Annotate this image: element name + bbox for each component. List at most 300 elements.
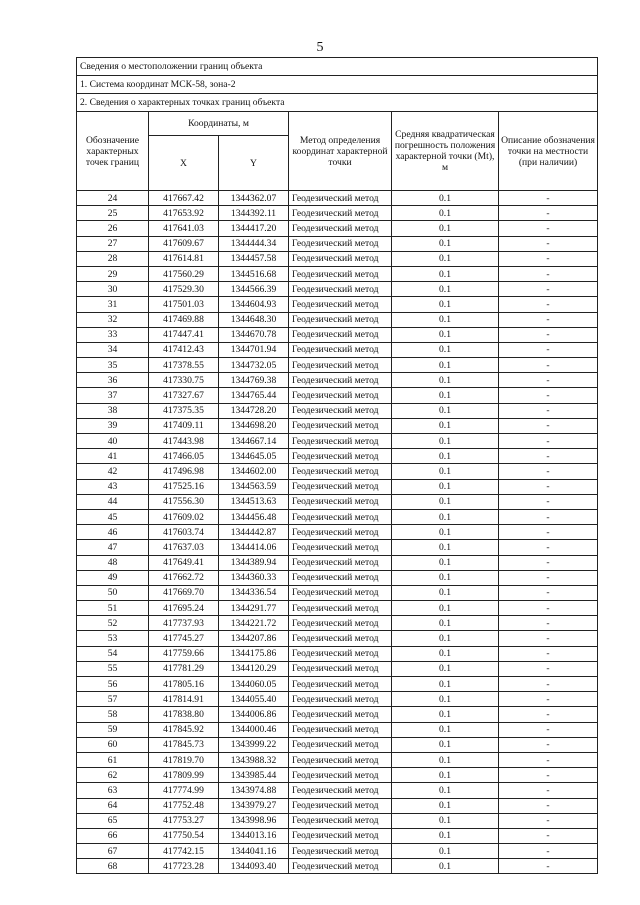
- table-row: [77, 783, 598, 798]
- table-row: [77, 828, 598, 843]
- description-cell: -: [499, 327, 598, 342]
- accuracy-cell: 0.1: [392, 464, 499, 479]
- y-coordinate-cell: 1344701.94: [219, 342, 289, 357]
- section-title: Сведения о местоположении границ объекта: [77, 58, 598, 76]
- point-number-cell: 30: [77, 282, 149, 297]
- table-row: [77, 418, 598, 433]
- method-cell: Геодезический метод: [289, 358, 392, 373]
- x-coordinate-cell: 417637.03: [149, 540, 219, 555]
- y-coordinate-cell: 1344456.48: [219, 509, 289, 524]
- y-coordinate-cell: 1344513.63: [219, 494, 289, 509]
- table-row: [77, 327, 598, 342]
- point-number-cell: 47: [77, 540, 149, 555]
- description-cell: -: [499, 844, 598, 859]
- description-cell: -: [499, 540, 598, 555]
- point-number-cell: 50: [77, 585, 149, 600]
- description-cell: -: [499, 555, 598, 570]
- table-row: [77, 342, 598, 357]
- point-number-cell: 60: [77, 737, 149, 752]
- point-number-cell: 56: [77, 677, 149, 692]
- accuracy-cell: 0.1: [392, 752, 499, 767]
- method-cell: Геодезический метод: [289, 737, 392, 752]
- y-coordinate-cell: 1343999.22: [219, 737, 289, 752]
- y-coordinate-cell: 1344013.16: [219, 828, 289, 843]
- x-coordinate-cell: 417409.11: [149, 418, 219, 433]
- point-number-cell: 36: [77, 373, 149, 388]
- method-cell: Геодезический метод: [289, 525, 392, 540]
- y-coordinate-cell: 1344392.11: [219, 206, 289, 221]
- description-cell: -: [499, 631, 598, 646]
- x-coordinate-cell: 417529.30: [149, 282, 219, 297]
- description-cell: -: [499, 813, 598, 828]
- table-row: [77, 297, 598, 312]
- x-coordinate-cell: 417669.70: [149, 585, 219, 600]
- x-coordinate-cell: 417750.54: [149, 828, 219, 843]
- y-coordinate-cell: 1344006.86: [219, 707, 289, 722]
- method-cell: Геодезический метод: [289, 783, 392, 798]
- table-row: [77, 859, 598, 874]
- description-cell: -: [499, 373, 598, 388]
- description-cell: -: [499, 251, 598, 266]
- header-x: X: [149, 136, 219, 191]
- x-coordinate-cell: 417609.02: [149, 509, 219, 524]
- method-cell: Геодезический метод: [289, 722, 392, 737]
- table-row: [77, 692, 598, 707]
- accuracy-cell: 0.1: [392, 677, 499, 692]
- method-cell: Геодезический метод: [289, 844, 392, 859]
- table-row: [77, 798, 598, 813]
- table-row: [77, 494, 598, 509]
- x-coordinate-cell: 417501.03: [149, 297, 219, 312]
- table-row: [77, 206, 598, 221]
- description-cell: -: [499, 707, 598, 722]
- accuracy-cell: 0.1: [392, 555, 499, 570]
- accuracy-cell: 0.1: [392, 570, 499, 585]
- accuracy-cell: 0.1: [392, 221, 499, 236]
- method-cell: Геодезический метод: [289, 570, 392, 585]
- x-coordinate-cell: 417447.41: [149, 327, 219, 342]
- accuracy-cell: 0.1: [392, 525, 499, 540]
- accuracy-cell: 0.1: [392, 646, 499, 661]
- x-coordinate-cell: 417695.24: [149, 601, 219, 616]
- point-number-cell: 59: [77, 722, 149, 737]
- method-cell: Геодезический метод: [289, 585, 392, 600]
- point-number-cell: 49: [77, 570, 149, 585]
- accuracy-cell: 0.1: [392, 661, 499, 676]
- point-number-cell: 25: [77, 206, 149, 221]
- accuracy-cell: 0.1: [392, 266, 499, 281]
- point-number-cell: 53: [77, 631, 149, 646]
- x-coordinate-cell: 417814.91: [149, 692, 219, 707]
- y-coordinate-cell: 1344563.59: [219, 479, 289, 494]
- y-coordinate-cell: 1344457.58: [219, 251, 289, 266]
- table-row: [77, 464, 598, 479]
- x-coordinate-cell: 417609.67: [149, 236, 219, 251]
- description-cell: -: [499, 601, 598, 616]
- method-cell: Геодезический метод: [289, 266, 392, 281]
- point-number-cell: 55: [77, 661, 149, 676]
- header-description: Описание обозначения точки на местности (при наличии): [499, 112, 598, 191]
- description-cell: -: [499, 737, 598, 752]
- description-cell: -: [499, 677, 598, 692]
- method-cell: Геодезический метод: [289, 464, 392, 479]
- x-coordinate-cell: 417327.67: [149, 388, 219, 403]
- point-number-cell: 48: [77, 555, 149, 570]
- point-number-cell: 46: [77, 525, 149, 540]
- table-row: [77, 312, 598, 327]
- y-coordinate-cell: 1344732.05: [219, 358, 289, 373]
- x-coordinate-cell: 417723.28: [149, 859, 219, 874]
- accuracy-cell: 0.1: [392, 616, 499, 631]
- point-number-cell: 41: [77, 449, 149, 464]
- method-cell: Геодезический метод: [289, 373, 392, 388]
- accuracy-cell: 0.1: [392, 418, 499, 433]
- x-coordinate-cell: 417525.16: [149, 479, 219, 494]
- point-number-cell: 51: [77, 601, 149, 616]
- table-row: [77, 722, 598, 737]
- accuracy-cell: 0.1: [392, 692, 499, 707]
- y-coordinate-cell: 1344566.39: [219, 282, 289, 297]
- description-cell: -: [499, 828, 598, 843]
- header-coordinates: Координаты, м: [149, 112, 289, 136]
- table-row: [77, 737, 598, 752]
- description-cell: -: [499, 798, 598, 813]
- header-accuracy: Средняя квадратическая погрешность положения характерной точки (Mt), м: [392, 112, 499, 191]
- y-coordinate-cell: 1344291.77: [219, 601, 289, 616]
- points-section-title: 2. Сведения о характерных точках границ объекта: [77, 94, 598, 112]
- method-cell: Геодезический метод: [289, 768, 392, 783]
- accuracy-cell: 0.1: [392, 403, 499, 418]
- y-coordinate-cell: 1344769.38: [219, 373, 289, 388]
- description-cell: -: [499, 282, 598, 297]
- x-coordinate-cell: 417809.99: [149, 768, 219, 783]
- point-number-cell: 33: [77, 327, 149, 342]
- method-cell: Геодезический метод: [289, 327, 392, 342]
- table-row: [77, 768, 598, 783]
- description-cell: -: [499, 859, 598, 874]
- method-cell: Геодезический метод: [289, 479, 392, 494]
- y-coordinate-cell: 1344055.40: [219, 692, 289, 707]
- y-coordinate-cell: 1344442.87: [219, 525, 289, 540]
- accuracy-cell: 0.1: [392, 768, 499, 783]
- description-cell: -: [499, 525, 598, 540]
- x-coordinate-cell: 417742.15: [149, 844, 219, 859]
- description-cell: -: [499, 236, 598, 251]
- point-number-cell: 35: [77, 358, 149, 373]
- method-cell: Геодезический метод: [289, 540, 392, 555]
- point-number-cell: 66: [77, 828, 149, 843]
- accuracy-cell: 0.1: [392, 312, 499, 327]
- x-coordinate-cell: 417443.98: [149, 434, 219, 449]
- table-row: [77, 282, 598, 297]
- method-cell: Геодезический метод: [289, 646, 392, 661]
- y-coordinate-cell: 1344602.00: [219, 464, 289, 479]
- accuracy-cell: 0.1: [392, 585, 499, 600]
- accuracy-cell: 0.1: [392, 828, 499, 843]
- method-cell: Геодезический метод: [289, 813, 392, 828]
- accuracy-cell: 0.1: [392, 540, 499, 555]
- method-cell: Геодезический метод: [289, 342, 392, 357]
- point-number-cell: 61: [77, 752, 149, 767]
- y-coordinate-cell: 1343974.88: [219, 783, 289, 798]
- y-coordinate-cell: 1344667.14: [219, 434, 289, 449]
- table-row: [77, 570, 598, 585]
- method-cell: Геодезический метод: [289, 601, 392, 616]
- header-y: Y: [219, 136, 289, 191]
- method-cell: Геодезический метод: [289, 388, 392, 403]
- method-cell: Геодезический метод: [289, 859, 392, 874]
- y-coordinate-cell: 1344604.93: [219, 297, 289, 312]
- description-cell: -: [499, 191, 598, 206]
- method-cell: Геодезический метод: [289, 616, 392, 631]
- y-coordinate-cell: 1343979.27: [219, 798, 289, 813]
- y-coordinate-cell: 1344698.20: [219, 418, 289, 433]
- y-coordinate-cell: 1344765.44: [219, 388, 289, 403]
- point-number-cell: 40: [77, 434, 149, 449]
- y-coordinate-cell: 1344221.72: [219, 616, 289, 631]
- x-coordinate-cell: 417805.16: [149, 677, 219, 692]
- accuracy-cell: 0.1: [392, 236, 499, 251]
- y-coordinate-cell: 1344728.20: [219, 403, 289, 418]
- y-coordinate-cell: 1344389.94: [219, 555, 289, 570]
- table-row: [77, 752, 598, 767]
- description-cell: -: [499, 358, 598, 373]
- point-number-cell: 31: [77, 297, 149, 312]
- y-coordinate-cell: 1344120.29: [219, 661, 289, 676]
- point-number-cell: 58: [77, 707, 149, 722]
- point-number-cell: 54: [77, 646, 149, 661]
- description-cell: -: [499, 752, 598, 767]
- y-coordinate-cell: 1344175.86: [219, 646, 289, 661]
- accuracy-cell: 0.1: [392, 844, 499, 859]
- description-cell: -: [499, 221, 598, 236]
- method-cell: Геодезический метод: [289, 707, 392, 722]
- point-number-cell: 68: [77, 859, 149, 874]
- x-coordinate-cell: 417375.35: [149, 403, 219, 418]
- description-cell: -: [499, 494, 598, 509]
- point-number-cell: 26: [77, 221, 149, 236]
- accuracy-cell: 0.1: [392, 722, 499, 737]
- y-coordinate-cell: 1344516.68: [219, 266, 289, 281]
- description-cell: -: [499, 206, 598, 221]
- accuracy-cell: 0.1: [392, 479, 499, 494]
- description-cell: -: [499, 342, 598, 357]
- description-cell: -: [499, 434, 598, 449]
- y-coordinate-cell: 1343985.44: [219, 768, 289, 783]
- point-number-cell: 29: [77, 266, 149, 281]
- y-coordinate-cell: 1343998.96: [219, 813, 289, 828]
- accuracy-cell: 0.1: [392, 191, 499, 206]
- x-coordinate-cell: 417496.98: [149, 464, 219, 479]
- x-coordinate-cell: 417752.48: [149, 798, 219, 813]
- description-cell: -: [499, 312, 598, 327]
- x-coordinate-cell: 417845.92: [149, 722, 219, 737]
- boundary-points-table: [76, 57, 598, 874]
- table-row: [77, 449, 598, 464]
- description-cell: -: [499, 403, 598, 418]
- method-cell: Геодезический метод: [289, 752, 392, 767]
- method-cell: Геодезический метод: [289, 221, 392, 236]
- table-row: [77, 661, 598, 676]
- accuracy-cell: 0.1: [392, 251, 499, 266]
- x-coordinate-cell: 417838.80: [149, 707, 219, 722]
- description-cell: -: [499, 585, 598, 600]
- point-number-cell: 27: [77, 236, 149, 251]
- point-number-cell: 65: [77, 813, 149, 828]
- x-coordinate-cell: 417737.93: [149, 616, 219, 631]
- description-cell: -: [499, 646, 598, 661]
- point-number-cell: 38: [77, 403, 149, 418]
- description-cell: -: [499, 464, 598, 479]
- point-number-cell: 32: [77, 312, 149, 327]
- table-row: [77, 540, 598, 555]
- description-cell: -: [499, 449, 598, 464]
- y-coordinate-cell: 1343988.32: [219, 752, 289, 767]
- x-coordinate-cell: 417662.72: [149, 570, 219, 585]
- point-number-cell: 43: [77, 479, 149, 494]
- x-coordinate-cell: 417649.41: [149, 555, 219, 570]
- table-row: [77, 434, 598, 449]
- accuracy-cell: 0.1: [392, 601, 499, 616]
- x-coordinate-cell: 417845.73: [149, 737, 219, 752]
- x-coordinate-cell: 417603.74: [149, 525, 219, 540]
- point-number-cell: 34: [77, 342, 149, 357]
- description-cell: -: [499, 509, 598, 524]
- method-cell: Геодезический метод: [289, 206, 392, 221]
- x-coordinate-cell: 417774.99: [149, 783, 219, 798]
- description-cell: -: [499, 388, 598, 403]
- x-coordinate-cell: 417753.27: [149, 813, 219, 828]
- accuracy-cell: 0.1: [392, 509, 499, 524]
- y-coordinate-cell: 1344417.20: [219, 221, 289, 236]
- x-coordinate-cell: 417667.42: [149, 191, 219, 206]
- accuracy-cell: 0.1: [392, 707, 499, 722]
- description-cell: -: [499, 418, 598, 433]
- table-row: [77, 388, 598, 403]
- x-coordinate-cell: 417378.55: [149, 358, 219, 373]
- method-cell: Геодезический метод: [289, 312, 392, 327]
- y-coordinate-cell: 1344648.30: [219, 312, 289, 327]
- table-row: [77, 373, 598, 388]
- method-cell: Геодезический метод: [289, 236, 392, 251]
- description-cell: -: [499, 783, 598, 798]
- x-coordinate-cell: 417759.66: [149, 646, 219, 661]
- description-cell: -: [499, 479, 598, 494]
- method-cell: Геодезический метод: [289, 494, 392, 509]
- x-coordinate-cell: 417330.75: [149, 373, 219, 388]
- y-coordinate-cell: 1344000.46: [219, 722, 289, 737]
- point-number-cell: 44: [77, 494, 149, 509]
- accuracy-cell: 0.1: [392, 282, 499, 297]
- point-number-cell: 37: [77, 388, 149, 403]
- x-coordinate-cell: 417412.43: [149, 342, 219, 357]
- table-row: [77, 707, 598, 722]
- y-coordinate-cell: 1344093.40: [219, 859, 289, 874]
- table-row: [77, 191, 598, 206]
- method-cell: Геодезический метод: [289, 282, 392, 297]
- x-coordinate-cell: 417560.29: [149, 266, 219, 281]
- accuracy-cell: 0.1: [392, 737, 499, 752]
- coordinate-system: 1. Система координат МСК-58, зона-2: [77, 76, 598, 94]
- y-coordinate-cell: 1344360.33: [219, 570, 289, 585]
- table-row: [77, 631, 598, 646]
- table-row: [77, 266, 598, 281]
- x-coordinate-cell: 417641.03: [149, 221, 219, 236]
- method-cell: Геодезический метод: [289, 677, 392, 692]
- y-coordinate-cell: 1344362.07: [219, 191, 289, 206]
- accuracy-cell: 0.1: [392, 342, 499, 357]
- method-cell: Геодезический метод: [289, 434, 392, 449]
- point-number-cell: 57: [77, 692, 149, 707]
- x-coordinate-cell: 417819.70: [149, 752, 219, 767]
- method-cell: Геодезический метод: [289, 449, 392, 464]
- point-number-cell: 28: [77, 251, 149, 266]
- table-row: [77, 479, 598, 494]
- table-row: [77, 358, 598, 373]
- accuracy-cell: 0.1: [392, 859, 499, 874]
- method-cell: Геодезический метод: [289, 661, 392, 676]
- point-number-cell: 45: [77, 509, 149, 524]
- accuracy-cell: 0.1: [392, 358, 499, 373]
- description-cell: -: [499, 297, 598, 312]
- accuracy-cell: 0.1: [392, 327, 499, 342]
- method-cell: Геодезический метод: [289, 403, 392, 418]
- method-cell: Геодезический метод: [289, 828, 392, 843]
- y-coordinate-cell: 1344670.78: [219, 327, 289, 342]
- method-cell: Геодезический метод: [289, 555, 392, 570]
- method-cell: Геодезический метод: [289, 509, 392, 524]
- accuracy-cell: 0.1: [392, 297, 499, 312]
- table-row: [77, 555, 598, 570]
- point-number-cell: 63: [77, 783, 149, 798]
- accuracy-cell: 0.1: [392, 783, 499, 798]
- table-row: [77, 646, 598, 661]
- method-cell: Геодезический метод: [289, 692, 392, 707]
- y-coordinate-cell: 1344060.05: [219, 677, 289, 692]
- description-cell: -: [499, 692, 598, 707]
- method-cell: Геодезический метод: [289, 191, 392, 206]
- x-coordinate-cell: 417745.27: [149, 631, 219, 646]
- accuracy-cell: 0.1: [392, 434, 499, 449]
- table-row: [77, 677, 598, 692]
- y-coordinate-cell: 1344041.16: [219, 844, 289, 859]
- point-number-cell: 67: [77, 844, 149, 859]
- table-row: [77, 221, 598, 236]
- point-number-cell: 42: [77, 464, 149, 479]
- point-number-cell: 39: [77, 418, 149, 433]
- table-row: [77, 251, 598, 266]
- accuracy-cell: 0.1: [392, 206, 499, 221]
- table-row: [77, 844, 598, 859]
- table-row: [77, 403, 598, 418]
- table-row: [77, 601, 598, 616]
- accuracy-cell: 0.1: [392, 388, 499, 403]
- x-coordinate-cell: 417466.05: [149, 449, 219, 464]
- x-coordinate-cell: 417614.81: [149, 251, 219, 266]
- y-coordinate-cell: 1344645.05: [219, 449, 289, 464]
- table-row: [77, 585, 598, 600]
- point-number-cell: 64: [77, 798, 149, 813]
- method-cell: Геодезический метод: [289, 631, 392, 646]
- description-cell: -: [499, 722, 598, 737]
- x-coordinate-cell: 417556.30: [149, 494, 219, 509]
- table-row: [77, 236, 598, 251]
- point-number-cell: 24: [77, 191, 149, 206]
- method-cell: Геодезический метод: [289, 418, 392, 433]
- table-row: [77, 525, 598, 540]
- x-coordinate-cell: 417653.92: [149, 206, 219, 221]
- description-cell: -: [499, 768, 598, 783]
